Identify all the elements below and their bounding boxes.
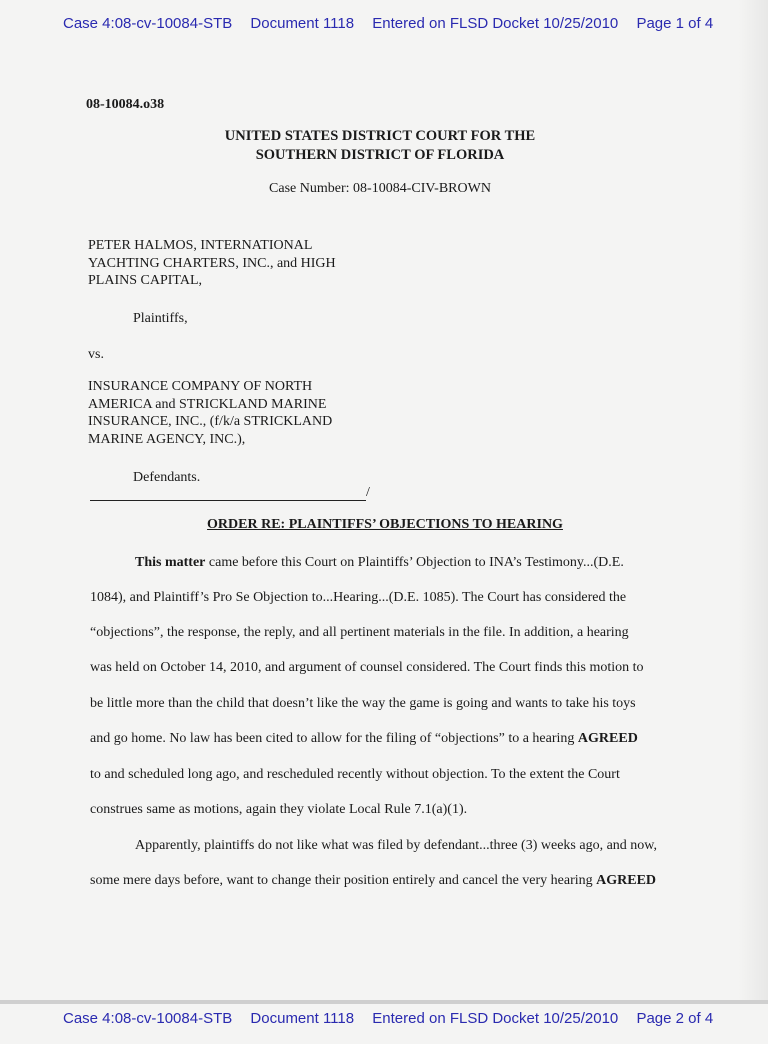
body-agreed-bold: AGREED	[577, 731, 638, 746]
body-line	[135, 555, 624, 571]
court-name-line1: UNITED STATES DISTRICT COURT FOR THE	[224, 128, 536, 144]
body-line: be little more than the child that doesn’t like the way the game is going and wants to take his toys	[90, 696, 636, 711]
scan-edge-shadow	[738, 0, 768, 1000]
body-line: to and scheduled long ago, and rescheduled recently without objection. To the extent the Court	[90, 767, 620, 782]
plaintiffs-label: Plaintiffs,	[133, 311, 188, 326]
defendants-line: INSURANCE COMPANY OF NORTH	[88, 379, 313, 394]
body-line	[90, 873, 656, 889]
plaintiffs-line: PETER HALMOS, INTERNATIONAL	[88, 238, 313, 253]
plaintiffs-names	[88, 237, 408, 290]
defendants-line: INSURANCE, INC., (f/k/a STRICKLAND	[88, 414, 333, 429]
header-document: Document 1118	[250, 15, 355, 32]
versus-label: vs.	[88, 347, 104, 362]
header-page: Page 2 of 4	[636, 1010, 714, 1027]
header-document: Document 1118	[250, 1010, 355, 1027]
plaintiffs-line: YACHTING CHARTERS, INC., and HIGH	[88, 255, 336, 271]
body-agreed-bold: AGREED	[596, 873, 657, 888]
defendants-label: Defendants.	[133, 470, 201, 485]
body-line: 1084), and Plaintiff’s Pro Se Objection to...Hearing...(D.E. 1085). The Court has considered the	[90, 590, 627, 605]
signature-divider-line	[90, 500, 366, 501]
plaintiffs-line: PLAINS CAPITAL,	[88, 273, 202, 288]
case-number: Case Number: 08-10084-CIV-BROWN	[269, 181, 491, 196]
body-text: some mere days before, want to change their position entirely and cancel the very hearing	[90, 873, 597, 888]
body-line	[90, 731, 638, 747]
order-title: ORDER RE: PLAINTIFFS’ OBJECTIONS TO HEARING	[207, 517, 563, 532]
body-text: came before this Court on Plaintiffs’ Objection to INA’s Testimony...(D.E.	[205, 555, 624, 570]
document-page-2	[0, 1004, 768, 1044]
body-text: and go home. No law has been cited to allow for the filing of “objections” to a hearing	[90, 731, 578, 746]
defendants-line: MARINE AGENCY, INC.),	[88, 431, 246, 447]
body-lead-bold: This matter	[135, 555, 206, 570]
header-entered: Entered on FLSD Docket 10/25/2010	[372, 15, 619, 32]
header-entered: Entered on FLSD Docket 10/25/2010	[372, 1010, 619, 1027]
body-line: was held on October 14, 2010, and argument of counsel considered. The Court finds this motion to	[90, 660, 644, 675]
body-line: “objections”, the response, the reply, and all pertinent materials in the file. In addition, a hearing	[90, 625, 629, 640]
header-page: Page 1 of 4	[636, 15, 714, 32]
docket-header	[63, 1010, 763, 1027]
defendants-names	[88, 378, 408, 448]
docket-header	[63, 15, 763, 32]
court-name-line2: SOUTHERN DISTRICT OF FLORIDA	[255, 147, 505, 163]
header-case: Case 4:08-cv-10084-STB	[63, 15, 233, 32]
doc-number: 08-10084.o38	[86, 97, 165, 112]
defendants-line: AMERICA and STRICKLAND MARINE	[88, 396, 327, 412]
divider-slash: /	[366, 485, 370, 500]
body-line: construes same as motions, again they violate Local Rule 7.1(a)(1).	[90, 802, 468, 817]
body-line: Apparently, plaintiffs do not like what was filed by defendant...three (3) weeks ago, and now,	[135, 838, 657, 853]
header-case: Case 4:08-cv-10084-STB	[63, 1010, 233, 1027]
